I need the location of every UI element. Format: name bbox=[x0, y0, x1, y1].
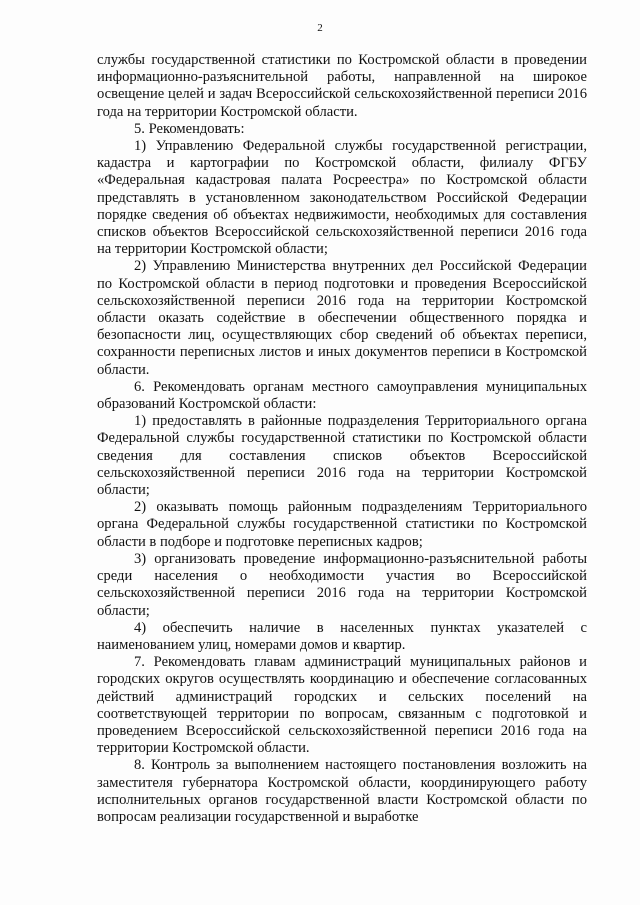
paragraph: 3) организовать проведение информационно-разъяснительной работы среди населения о необходимости участия во Всероссийской сельскохозяйственной переписи 2016 года на территории Костромской области; bbox=[97, 550, 587, 619]
document-body bbox=[97, 52, 587, 826]
paragraph: 8. Контроль за выполнением настоящего постановления возложить на заместителя губернатора Костромской области, координирующего работу исполнительных органов государственной власти Костромской области по вопросам реализации государственной и выработке bbox=[97, 757, 587, 825]
paragraph: 4) обеспечить наличие в населенных пунктах указателей с наименованием улиц, номерами домов и квартир. bbox=[97, 619, 587, 653]
paragraph: 7. Рекомендовать главам администраций муниципальных районов и городских округов осуществлять координацию и обеспечение согласованных действий администраций городских и сельских поселений на соответствующей территории по вопросам, связанным с подготовкой и проведением Всероссийской сельскохозяйственной переписи 2016 года на территории Костромской области. bbox=[97, 654, 587, 757]
paragraph: службы государственной статистики по Костромской области в проведении информационно-разъяснительной работы, направленной на широкое освещение целей и задач Всероссийской сельскохозяйственной переписи 2016 года на территории Костромской области. bbox=[97, 52, 587, 120]
page-number: 2 bbox=[317, 22, 323, 34]
paragraph: 6. Рекомендовать органам местного самоуправления муниципальных образований Костромской области: bbox=[97, 378, 587, 413]
paragraph: 2) Управлению Министерства внутренних дел Российской Федерации по Костромской области в период подготовки и проведения Всероссийской сельскохозяйственной переписи 2016 года на территории Костромской области оказать содействие в обеспечении общественного порядка и безопасности лиц, осуществляющих сбор сведений об объектах переписи, сохранности переписных листов и иных документов переписи в Костромской области. bbox=[97, 258, 587, 378]
paragraph: 1) предоставлять в районные подразделения Территориального органа Федеральной службы государственной статистики по Костромской области сведения для составления списков объектов Всероссийской сельскохозяйственной переписи 2016 года на территории Костромской области; bbox=[97, 413, 587, 499]
paragraph: 5. Рекомендовать: bbox=[134, 120, 245, 137]
paragraph: 1) Управлению Федеральной службы государственной регистрации, кадастра и картографии по Костромской области, филиалу ФГБУ «Федеральная кадастровая палата Росреестра» по Костромской области представлять в установленном законодательством Российской Федерации порядке сведения об объектах недвижимости, необходимых для составления списков объектов Всероссийской сельскохозяйственной переписи 2016 года на территории Костромской области; bbox=[97, 138, 587, 258]
paragraph: 2) оказывать помощь районным подразделениям Территориального органа Федеральной службы государственной статистики по Костромской области в подборе и подготовке переписных кадров; bbox=[97, 499, 587, 550]
